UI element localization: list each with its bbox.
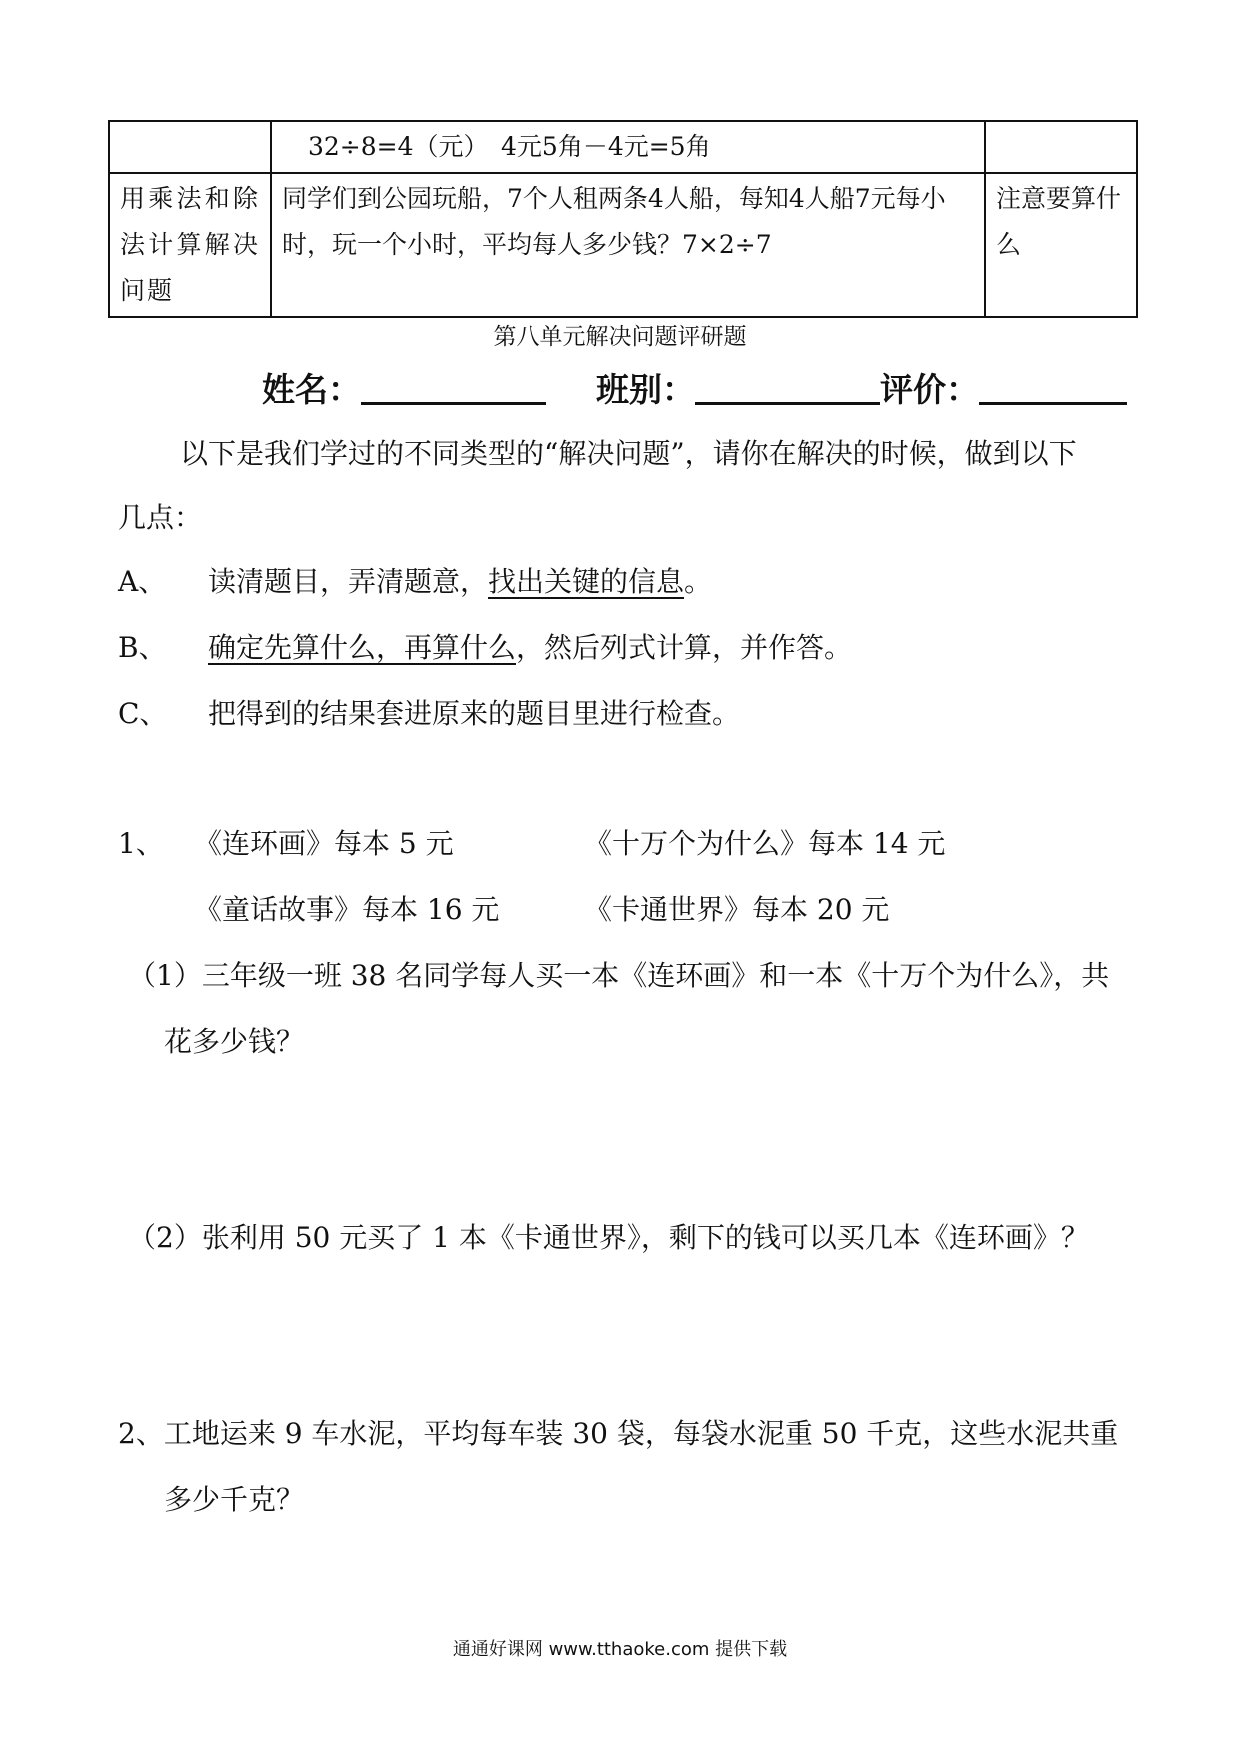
step-c bbox=[118, 694, 740, 734]
book-price-4: 《卡通世界》每本 20 元 bbox=[584, 893, 890, 926]
table-cell-example: 32÷8=4（元） 4元5角－4元=5角 bbox=[271, 121, 985, 173]
book-price-2: 《十万个为什么》每本 14 元 bbox=[584, 827, 946, 860]
step-letter: C、 bbox=[118, 697, 168, 730]
step-key-text: 确定先算什么，再算什么 bbox=[208, 631, 517, 664]
student-info-fields bbox=[262, 364, 1142, 411]
question-1-1-line-2: 花多少钱？ bbox=[164, 1025, 305, 1058]
name-label: 姓名： bbox=[262, 370, 361, 409]
question-2-line-2: 多少千克？ bbox=[164, 1483, 305, 1516]
table-cell-topic: 用乘法和除法计算解决问题 bbox=[109, 173, 271, 317]
step-key-text: 找出关键的信息 bbox=[488, 565, 685, 598]
table-row bbox=[109, 121, 1137, 173]
step-text: 读清题目，弄清题意， bbox=[208, 565, 489, 598]
rating-label: 评价： bbox=[880, 370, 979, 409]
step-letter: A、 bbox=[118, 565, 167, 598]
step-text-end: 。 bbox=[684, 565, 713, 598]
page-title: 第八单元解决问题评研题 bbox=[493, 324, 747, 350]
class-blank[interactable] bbox=[695, 372, 880, 405]
table-cell-note: 注意要算什么 bbox=[985, 173, 1137, 317]
rating-blank[interactable] bbox=[979, 372, 1127, 405]
intro-line-2: 几点： bbox=[118, 501, 203, 534]
step-letter: B、 bbox=[118, 631, 167, 664]
question-1-number: 1、 bbox=[118, 827, 164, 860]
intro-line-1: 以下是我们学过的不同类型的“解决问题”，请你在解决的时候，做到以下 bbox=[180, 437, 1077, 470]
book-price-3: 《童话故事》每本 16 元 bbox=[194, 893, 500, 926]
footer-source: 通通好课网 www.tthaoke.com 提供下载 bbox=[452, 1639, 788, 1660]
question-1-2: （2）张利用 50 元买了 1 本《卡通世界》，剩下的钱可以买几本《连环画》？ bbox=[128, 1221, 1089, 1254]
book-price-1: 《连环画》每本 5 元 bbox=[194, 827, 454, 860]
step-b bbox=[118, 628, 852, 668]
question-1-1-line-1: （1）三年级一班 38 名同学每人买一本《连环画》和一本《十万个为什么》，共 bbox=[128, 959, 1110, 992]
step-text: 把得到的结果套进原来的题目里进行检查。 bbox=[208, 697, 741, 730]
step-text-end: ，然后列式计算，并作答。 bbox=[516, 631, 853, 664]
table-cell-note bbox=[985, 121, 1137, 173]
step-a bbox=[118, 562, 712, 602]
lesson-table bbox=[108, 120, 1138, 318]
table-cell-topic bbox=[109, 121, 271, 173]
table-cell-example: 同学们到公园玩船，7个人租两条4人船，每知4人船7元每小时，玩一个小时，平均每人多少钱？7×2÷7 bbox=[271, 173, 985, 317]
name-blank[interactable] bbox=[361, 372, 546, 405]
class-label: 班别： bbox=[596, 370, 695, 409]
question-2-line-1: 2、工地运来 9 车水泥，平均每车装 30 袋，每袋水泥重 50 千克，这些水泥共重 bbox=[118, 1417, 1119, 1450]
table-row bbox=[109, 173, 1137, 317]
